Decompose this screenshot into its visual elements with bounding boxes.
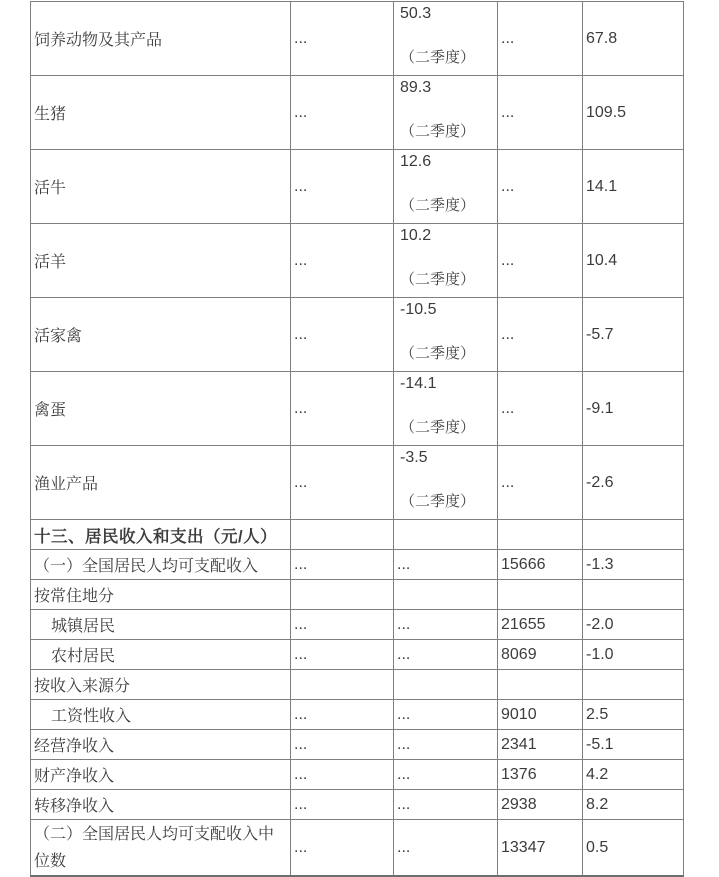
cell-empty bbox=[394, 520, 498, 550]
cell-item: 工资性收入 bbox=[31, 700, 291, 730]
cell-ellipsis: ... bbox=[394, 760, 498, 790]
cell-value: 2.5 bbox=[583, 700, 684, 730]
cell-item: 十三、居民收入和支出（元/人） bbox=[31, 520, 291, 550]
page bbox=[0, 1, 719, 877]
cell-ellipsis: ... bbox=[498, 224, 583, 298]
cell-item: 转移净收入 bbox=[31, 790, 291, 820]
cell-ellipsis: ... bbox=[291, 372, 394, 446]
cell-empty bbox=[498, 580, 583, 610]
cell-empty bbox=[498, 670, 583, 700]
quarter-note: （二季度） bbox=[400, 345, 476, 362]
quarter-value: 12.6 bbox=[400, 153, 432, 170]
cell-value: 8.2 bbox=[583, 790, 684, 820]
cell-item: 禽蛋 bbox=[31, 372, 291, 446]
cell-value: 1376 bbox=[498, 760, 583, 790]
table-row bbox=[31, 610, 684, 640]
cell-empty bbox=[291, 520, 394, 550]
cell-item: 财产净收入 bbox=[31, 760, 291, 790]
cell-ellipsis: ... bbox=[291, 790, 394, 820]
table-row bbox=[31, 76, 684, 150]
cell-value: -5.1 bbox=[583, 730, 684, 760]
table-row bbox=[31, 730, 684, 760]
cell-value: 13347 bbox=[498, 820, 583, 877]
cell-empty bbox=[394, 670, 498, 700]
cell-ellipsis: ... bbox=[394, 790, 498, 820]
cell-quarter-value bbox=[394, 224, 498, 298]
cell-value: 2341 bbox=[498, 730, 583, 760]
quarter-value: 50.3 bbox=[400, 5, 432, 22]
cell-ellipsis: ... bbox=[498, 372, 583, 446]
table-row bbox=[31, 820, 684, 877]
cell-item: （二）全国居民人均可支配收入中位数 bbox=[31, 820, 291, 877]
cell-value: 15666 bbox=[498, 550, 583, 580]
cell-ellipsis: ... bbox=[291, 820, 394, 877]
cell-ellipsis: ... bbox=[498, 76, 583, 150]
cell-value: -5.7 bbox=[583, 298, 684, 372]
quarter-note: （二季度） bbox=[400, 493, 476, 510]
cell-quarter-value bbox=[394, 446, 498, 520]
cell-item: 城镇居民 bbox=[31, 610, 291, 640]
cell-item: 按收入来源分 bbox=[31, 670, 291, 700]
cell-value: 2938 bbox=[498, 790, 583, 820]
cell-ellipsis: ... bbox=[291, 640, 394, 670]
table-row bbox=[31, 640, 684, 670]
table-row bbox=[31, 224, 684, 298]
cell-ellipsis: ... bbox=[291, 76, 394, 150]
cell-empty bbox=[583, 670, 684, 700]
cell-empty bbox=[394, 580, 498, 610]
cell-value: -1.3 bbox=[583, 550, 684, 580]
cell-item: 生猪 bbox=[31, 76, 291, 150]
cell-quarter-value bbox=[394, 298, 498, 372]
table-row bbox=[31, 150, 684, 224]
quarter-value: -14.1 bbox=[400, 375, 437, 392]
quarter-note: （二季度） bbox=[400, 271, 476, 288]
cell-value: -2.6 bbox=[583, 446, 684, 520]
cell-ellipsis: ... bbox=[394, 550, 498, 580]
table-row bbox=[31, 520, 684, 550]
cell-item: （一）全国居民人均可支配收入 bbox=[31, 550, 291, 580]
cell-empty bbox=[583, 520, 684, 550]
cell-value: 109.5 bbox=[583, 76, 684, 150]
cell-ellipsis: ... bbox=[394, 640, 498, 670]
cell-ellipsis: ... bbox=[498, 150, 583, 224]
cell-item: 饲养动物及其产品 bbox=[31, 2, 291, 76]
cell-value: -1.0 bbox=[583, 640, 684, 670]
cell-ellipsis: ... bbox=[498, 446, 583, 520]
quarter-value: -3.5 bbox=[400, 449, 428, 466]
cell-value: -9.1 bbox=[583, 372, 684, 446]
table-row bbox=[31, 298, 684, 372]
table-row bbox=[31, 446, 684, 520]
cell-item: 活家禽 bbox=[31, 298, 291, 372]
cell-ellipsis: ... bbox=[498, 2, 583, 76]
quarter-value: 89.3 bbox=[400, 79, 432, 96]
table-row bbox=[31, 2, 684, 76]
statistics-table bbox=[30, 1, 684, 877]
cell-value: 14.1 bbox=[583, 150, 684, 224]
cell-ellipsis: ... bbox=[291, 610, 394, 640]
cell-ellipsis: ... bbox=[291, 150, 394, 224]
cell-value: 0.5 bbox=[583, 820, 684, 877]
cell-ellipsis: ... bbox=[291, 446, 394, 520]
cell-value: 21655 bbox=[498, 610, 583, 640]
cell-ellipsis: ... bbox=[394, 730, 498, 760]
cell-item: 经营净收入 bbox=[31, 730, 291, 760]
cell-ellipsis: ... bbox=[394, 610, 498, 640]
quarter-note: （二季度） bbox=[400, 49, 476, 66]
quarter-value: -10.5 bbox=[400, 301, 437, 318]
quarter-note: （二季度） bbox=[400, 419, 476, 436]
cell-item: 按常住地分 bbox=[31, 580, 291, 610]
cell-item: 活牛 bbox=[31, 150, 291, 224]
cell-ellipsis: ... bbox=[394, 820, 498, 877]
cell-value: -2.0 bbox=[583, 610, 684, 640]
cell-ellipsis: ... bbox=[291, 298, 394, 372]
quarter-note: （二季度） bbox=[400, 123, 476, 140]
cell-ellipsis: ... bbox=[291, 700, 394, 730]
cell-empty bbox=[291, 670, 394, 700]
cell-ellipsis: ... bbox=[394, 700, 498, 730]
table-body bbox=[31, 2, 684, 877]
cell-value: 4.2 bbox=[583, 760, 684, 790]
cell-empty bbox=[291, 580, 394, 610]
cell-value: 10.4 bbox=[583, 224, 684, 298]
table-row bbox=[31, 580, 684, 610]
table-row bbox=[31, 760, 684, 790]
cell-ellipsis: ... bbox=[291, 550, 394, 580]
cell-value: 9010 bbox=[498, 700, 583, 730]
cell-quarter-value bbox=[394, 150, 498, 224]
cell-item: 渔业产品 bbox=[31, 446, 291, 520]
quarter-note: （二季度） bbox=[400, 197, 476, 214]
table-row bbox=[31, 700, 684, 730]
cell-item: 农村居民 bbox=[31, 640, 291, 670]
cell-item: 活羊 bbox=[31, 224, 291, 298]
cell-ellipsis: ... bbox=[291, 730, 394, 760]
cell-value: 8069 bbox=[498, 640, 583, 670]
table-row bbox=[31, 790, 684, 820]
table-row bbox=[31, 670, 684, 700]
cell-empty bbox=[583, 580, 684, 610]
cell-quarter-value bbox=[394, 2, 498, 76]
cell-ellipsis: ... bbox=[291, 224, 394, 298]
cell-quarter-value bbox=[394, 372, 498, 446]
quarter-value: 10.2 bbox=[400, 227, 432, 244]
cell-ellipsis: ... bbox=[291, 2, 394, 76]
cell-empty bbox=[498, 520, 583, 550]
cell-value: 67.8 bbox=[583, 2, 684, 76]
cell-ellipsis: ... bbox=[291, 760, 394, 790]
cell-ellipsis: ... bbox=[498, 298, 583, 372]
table-row bbox=[31, 372, 684, 446]
cell-quarter-value bbox=[394, 76, 498, 150]
table-row bbox=[31, 550, 684, 580]
